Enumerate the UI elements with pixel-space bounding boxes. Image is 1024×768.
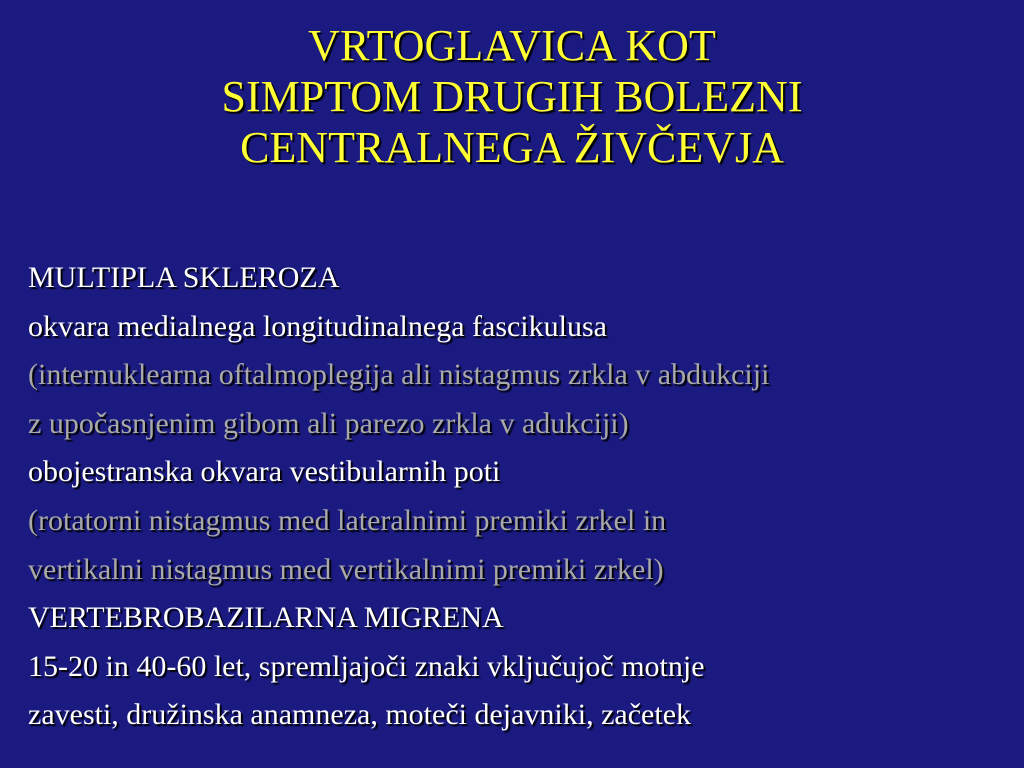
title-line-2: SIMPTOM DRUGIH BOLEZNI — [221, 72, 803, 121]
title-line-1: VRTOGLAVICA KOT — [308, 21, 716, 70]
title-line-3: CENTRALNEGA ŽIVČEVJA — [240, 123, 784, 172]
body-line-note: vertikalni nistagmus med vertikalnimi premiki zrkel) — [28, 552, 664, 586]
slide-body — [28, 254, 1018, 740]
slide-title — [0, 20, 1024, 173]
body-line-note: z upočasnjenim gibom ali parezo zrkla v adukciji) — [28, 406, 629, 440]
body-line: zavesti, družinska anamneza, moteči dejavniki, začetek — [28, 698, 692, 732]
body-line-note: (internuklearna oftalmoplegija ali nistagmus zrkla v abdukciji — [28, 358, 770, 392]
body-line: obojestranska okvara vestibularnih poti — [28, 455, 501, 489]
heading-vertebrobasilar-migraine: VERTEBROBAZILARNA MIGRENA — [28, 601, 504, 635]
body-line: okvara medialnega longitudinalnega fascikulusa — [28, 309, 607, 343]
body-line: 15-20 in 40-60 let, spremljajoči znaki vključujoč motnje — [28, 649, 705, 683]
heading-multiple-sclerosis: MULTIPLA SKLEROZA — [28, 261, 340, 294]
body-line-note: (rotatorni nistagmus med lateralnimi premiki zrkel in — [28, 503, 667, 537]
